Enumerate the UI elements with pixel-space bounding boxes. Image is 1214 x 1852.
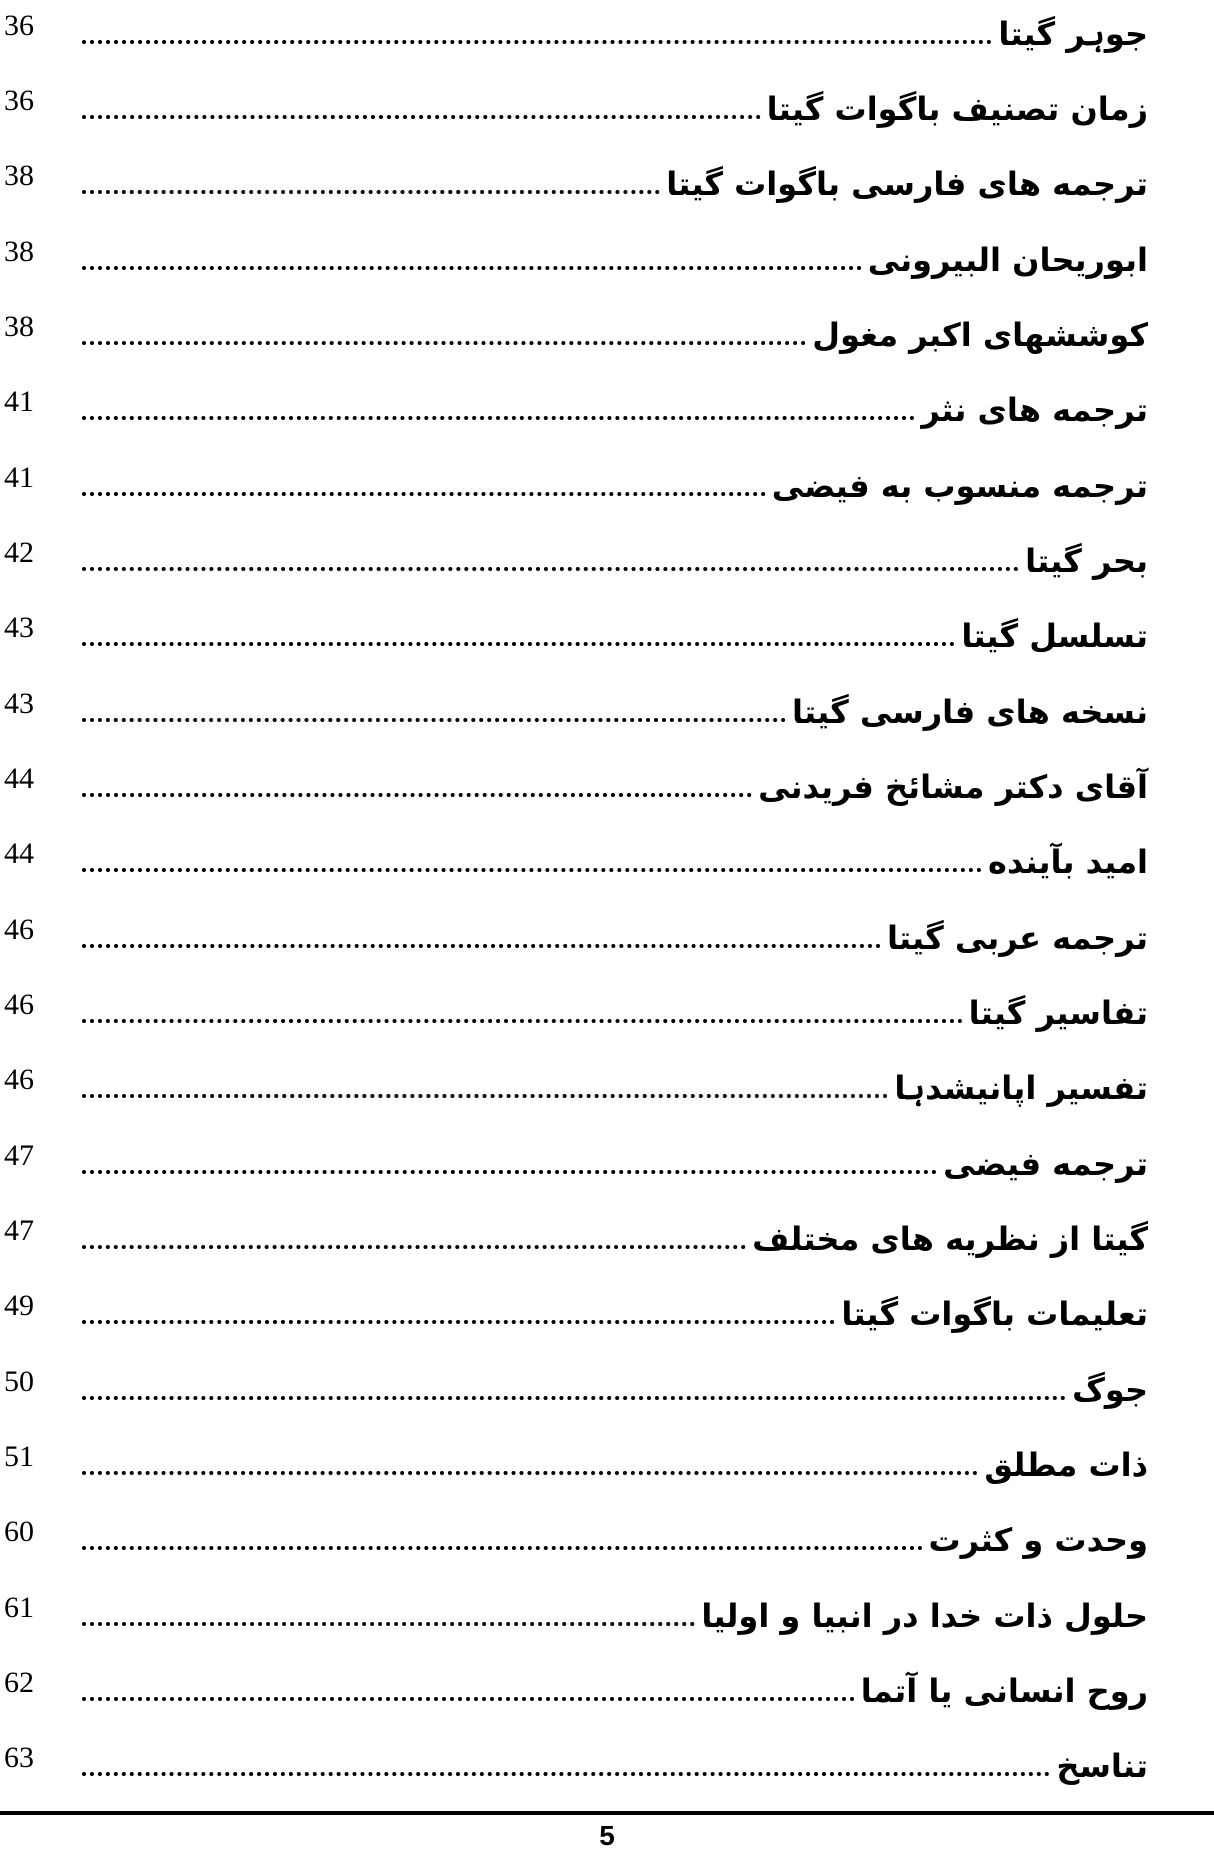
dot-leader xyxy=(82,1772,1050,1776)
dot-leader xyxy=(82,190,660,194)
toc-page-number: 38 xyxy=(4,235,34,268)
toc-page-number: 51 xyxy=(4,1440,34,1473)
dot-leader xyxy=(82,1320,835,1324)
dot-leader xyxy=(82,1622,695,1626)
toc-title: امید بآینده xyxy=(988,843,1148,881)
toc-row xyxy=(0,830,1214,890)
toc-entry xyxy=(82,906,1148,962)
dot-leader xyxy=(82,718,786,722)
toc-page-number: 36 xyxy=(4,9,34,42)
toc-title: ترجمه های فارسی باگوات گیتا xyxy=(666,165,1148,203)
toc-row xyxy=(0,228,1214,288)
toc-row xyxy=(0,529,1214,589)
toc-entry xyxy=(82,680,1148,736)
toc-entry xyxy=(82,2,1148,58)
toc-page-number: 36 xyxy=(4,84,34,117)
toc-page-number: 46 xyxy=(4,1063,34,1096)
toc-row xyxy=(0,1508,1214,1568)
dot-leader xyxy=(82,1094,888,1098)
toc-page-number: 41 xyxy=(4,461,34,494)
toc-title: زمان تصنیف باگوات گیتا xyxy=(766,90,1148,128)
toc-page-number: 44 xyxy=(4,837,34,870)
toc-page-number: 47 xyxy=(4,1214,34,1247)
dot-leader xyxy=(82,1245,746,1249)
dot-leader xyxy=(82,266,862,270)
toc-row xyxy=(0,1056,1214,1116)
toc-entry xyxy=(82,1207,1148,1263)
toc-page-number: 61 xyxy=(4,1591,34,1624)
toc-page-number: 44 xyxy=(4,762,34,795)
toc-title: آقای دکتر مشائخ فریدنی xyxy=(758,768,1148,806)
dot-leader xyxy=(82,1019,963,1023)
toc-entry xyxy=(82,755,1148,811)
toc-title: جوہر گیتا xyxy=(998,15,1148,53)
toc-row xyxy=(0,1132,1214,1192)
toc-entry xyxy=(82,1282,1148,1338)
toc-entry xyxy=(82,303,1148,359)
toc-row xyxy=(0,378,1214,438)
toc-entry xyxy=(82,1508,1148,1564)
dot-leader xyxy=(82,1697,855,1701)
toc-title: ابوریحان البیرونی xyxy=(867,241,1148,279)
footer-rule xyxy=(0,1811,1214,1815)
toc-row xyxy=(0,1282,1214,1342)
toc-page-number: 50 xyxy=(4,1365,34,1398)
toc-row xyxy=(0,454,1214,514)
toc-entry xyxy=(82,830,1148,886)
toc-row xyxy=(0,906,1214,966)
toc-title: تناسخ xyxy=(1056,1747,1148,1785)
toc-row xyxy=(0,604,1214,664)
toc-row xyxy=(0,1207,1214,1267)
toc-row xyxy=(0,1734,1214,1794)
toc-page-number: 41 xyxy=(4,385,34,418)
dot-leader xyxy=(82,40,992,44)
toc-entry xyxy=(82,1433,1148,1489)
toc-row xyxy=(0,981,1214,1041)
dot-leader xyxy=(82,1546,923,1550)
toc-page-number: 62 xyxy=(4,1666,34,1699)
dot-leader xyxy=(82,492,766,496)
toc-entry xyxy=(82,378,1148,434)
toc-entry xyxy=(82,1358,1148,1414)
dot-leader xyxy=(82,341,806,345)
toc-row xyxy=(0,755,1214,815)
dot-leader xyxy=(82,1396,1066,1400)
toc-title: ترجمه عربی گیتا xyxy=(886,919,1148,957)
toc-title: ترجمه منسوب به فیضی xyxy=(771,467,1148,505)
toc-page-number: 42 xyxy=(4,536,34,569)
toc-entry xyxy=(82,529,1148,585)
dot-leader xyxy=(82,642,955,646)
dot-leader xyxy=(82,868,982,872)
dot-leader xyxy=(82,1471,978,1475)
dot-leader xyxy=(82,944,881,948)
toc-entry xyxy=(82,1734,1148,1790)
toc-entry xyxy=(82,454,1148,510)
toc-title: نسخه های فارسی گیتا xyxy=(792,693,1148,731)
toc-page-number: 49 xyxy=(4,1289,34,1322)
toc-page-number: 60 xyxy=(4,1515,34,1548)
dot-leader xyxy=(82,1170,937,1174)
toc-row xyxy=(0,1358,1214,1418)
toc-title: وحدت و کثرت xyxy=(928,1521,1148,1559)
toc-title: گیتا از نظریه های مختلف xyxy=(752,1220,1148,1258)
toc-page-number: 38 xyxy=(4,159,34,192)
toc-entry xyxy=(82,1584,1148,1640)
toc-page-number: 46 xyxy=(4,913,34,946)
toc-title: جوگ xyxy=(1072,1371,1148,1409)
toc-row xyxy=(0,1584,1214,1644)
toc-title: تعلیمات باگوات گیتا xyxy=(841,1295,1148,1333)
dot-leader xyxy=(82,793,752,797)
toc-title: حلول ذات خدا در انبیا و اولیا xyxy=(701,1597,1148,1635)
toc-row xyxy=(0,1659,1214,1719)
toc-entry xyxy=(82,1056,1148,1112)
toc-entry xyxy=(82,228,1148,284)
toc-entry xyxy=(82,77,1148,133)
toc-row xyxy=(0,680,1214,740)
toc-row xyxy=(0,2,1214,62)
dot-leader xyxy=(82,567,1019,571)
toc-title: ذات مطلق xyxy=(984,1446,1148,1484)
toc-page-number: 43 xyxy=(4,687,34,720)
toc-page-number: 63 xyxy=(4,1741,34,1774)
toc-title: ترجمه های نثر xyxy=(921,391,1148,429)
toc-title: تفاسیر گیتا xyxy=(968,994,1148,1032)
dot-leader xyxy=(82,115,761,119)
toc-title: ترجمه فیضی xyxy=(943,1145,1148,1183)
toc-entry xyxy=(82,981,1148,1037)
toc-entry xyxy=(82,1132,1148,1188)
toc-title: کوششهای اکبر مغول xyxy=(812,316,1148,354)
toc-entry xyxy=(82,604,1148,660)
toc-page-number: 38 xyxy=(4,310,34,343)
page-number: 5 xyxy=(599,1820,615,1851)
toc-title: تفسیر اپانیشدہا xyxy=(894,1069,1148,1107)
toc-row xyxy=(0,303,1214,363)
toc-title: بحر گیتا xyxy=(1025,542,1148,580)
toc-page-number: 43 xyxy=(4,611,34,644)
toc-title: روح انسانی یا آتما xyxy=(860,1672,1148,1710)
dot-leader xyxy=(82,416,915,420)
toc-row xyxy=(0,152,1214,212)
toc-page-number: 47 xyxy=(4,1139,34,1172)
toc-entry xyxy=(82,1659,1148,1715)
toc-entry xyxy=(82,152,1148,208)
toc-row xyxy=(0,1433,1214,1493)
toc-page-number: 46 xyxy=(4,988,34,1021)
toc-title: تسلسل گیتا xyxy=(961,617,1148,655)
toc-row xyxy=(0,77,1214,137)
